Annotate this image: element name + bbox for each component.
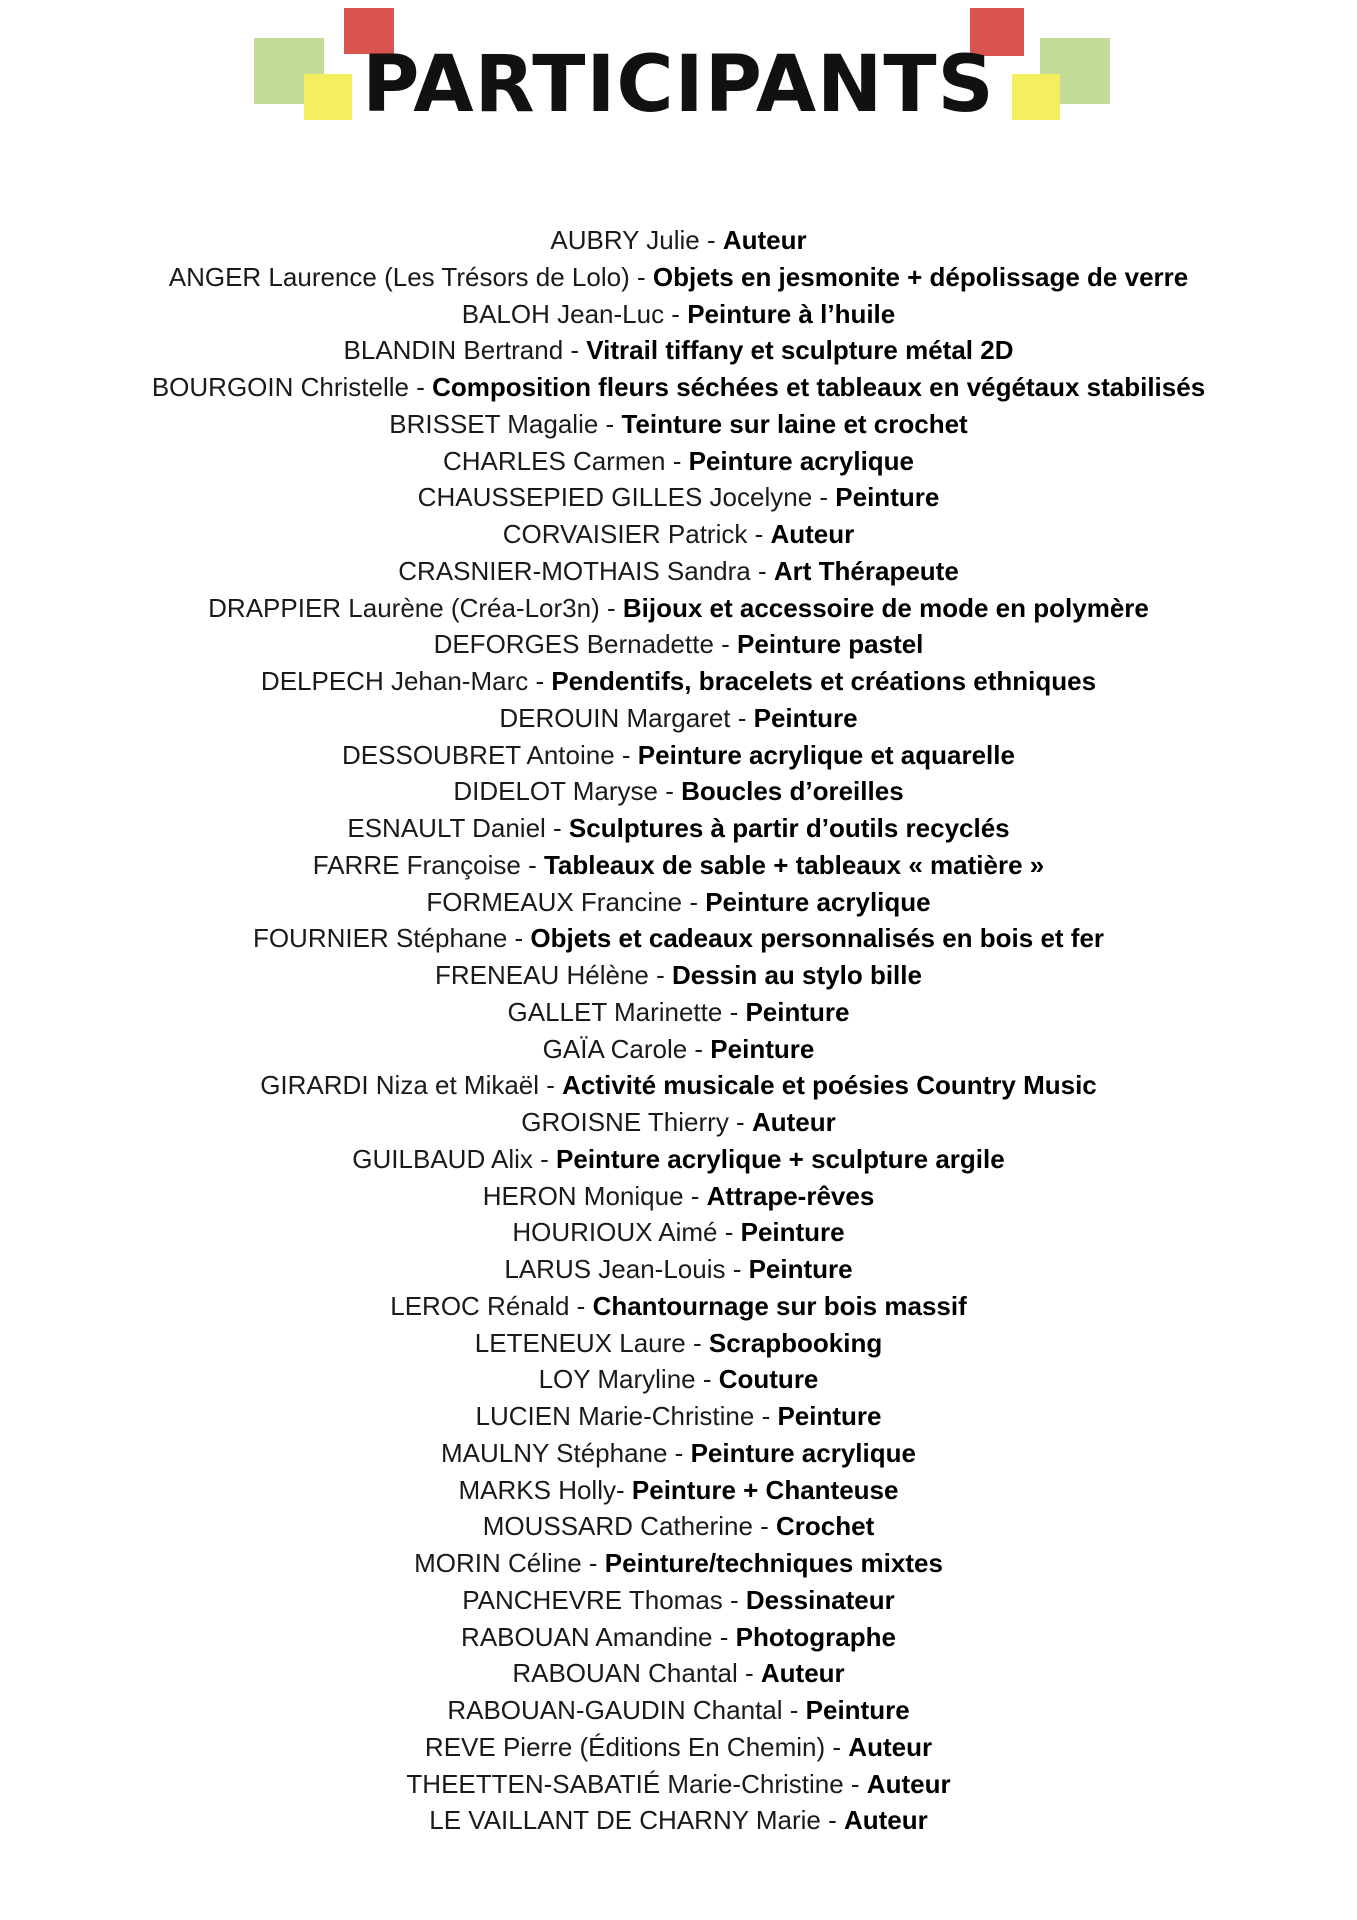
participant-separator: - [695,1364,719,1395]
participant-row [0,1178,1357,1215]
participant-separator: - [664,298,688,329]
participant-name: PANCHEVRE Thomas [462,1584,723,1615]
participant-name: FOURNIER Stéphane [252,923,508,954]
page-header [0,0,1357,140]
participant-activity: Peinture acrylique + sculpture argile [556,1143,1005,1174]
participant-row [0,1031,1357,1068]
participant-separator: - [699,225,723,255]
participant-activity: Peinture acrylique [690,1437,916,1468]
participant-name: ESNAULT Daniel [347,813,546,843]
participant-separator: - [685,1327,709,1358]
participant-name: THEETTEN-SABATIÉ Marie-Christine [406,1768,844,1799]
participant-separator: - [599,592,623,623]
participant-row [0,773,1357,810]
participant-name: GROISNE Thierry [521,1107,729,1137]
participant-name: CORVAISIER Patrick [502,519,748,549]
participant-separator: - [712,1621,736,1652]
participant-name: HOURIOUX Aimé [512,1217,718,1248]
participant-separator: - [722,996,746,1027]
participant-separator: - [563,335,587,366]
participant-row [0,1472,1357,1509]
participant-separator: - [713,629,738,660]
participant-name: ANGER Laurence (Les Trésors de Lolo) [168,261,630,292]
participant-separator: - [725,1254,749,1284]
participant-activity: Art Thérapeute [773,555,959,586]
participant-row [0,810,1357,847]
participant-name: DEROUIN Margaret [499,702,731,733]
participant-separator: - [532,1143,557,1174]
participant-activity: Auteur [866,1768,951,1799]
participant-name: CHAUSSEPIED GILLES Jocelyne [417,482,813,513]
participant-name: MOUSSARD Catherine [482,1511,753,1542]
participant-activity: Peinture [777,1401,882,1431]
participant-activity: Peinture acrylique [688,445,915,476]
participant-separator: - [667,1437,691,1468]
participant-activity: Auteur [722,225,807,255]
participant-row [0,553,1357,590]
participant-name: CRASNIER-MOTHAIS Sandra [398,555,751,586]
participant-row [0,1508,1357,1545]
participant-activity: Peinture/techniques mixtes [604,1548,943,1578]
participant-separator: - [825,1731,849,1762]
participant-separator: - [782,1695,806,1725]
participant-activity: Dessin au stylo bille [671,960,922,990]
participant-name: DESSOUBRET Antoine [342,739,615,770]
participant-name: LE VAILLANT DE CHARNY Marie [429,1805,821,1836]
participant-name: DRAPPIER Laurène (Créa-Lor3n) [208,592,600,623]
participant-separator: - [629,261,653,292]
participants-list [0,222,1357,1839]
participant-name: MORIN Céline [414,1548,582,1578]
participant-row [0,222,1357,259]
participant-activity: Peinture + Chanteuse [631,1474,899,1505]
participant-separator: - [528,666,552,696]
participant-activity: Auteur [843,1805,928,1836]
participant-name: AUBRY Julie [550,225,700,255]
participant-row [0,1067,1357,1104]
participant-name: FORMEAUX Francine [426,886,683,917]
participant-activity: Objets et cadeaux personnalisés en bois et fer [530,923,1105,954]
participant-row [0,1288,1357,1325]
participant-separator: - [812,482,836,513]
participant-activity: Couture [718,1364,819,1395]
participant-name: LOY Maryline [538,1364,696,1395]
participant-activity: Photographe [735,1621,896,1652]
participant-activity: Crochet [776,1511,875,1542]
participant-activity: Attrape-rêves [706,1180,875,1211]
participant-row [0,700,1357,737]
participant-separator: - [598,408,622,439]
participant-row [0,663,1357,700]
participant-separator: - [820,1805,844,1836]
participant-row [0,443,1357,480]
participant-separator: - [545,813,569,843]
participant-separator: - [754,1401,778,1431]
participant-separator: - [682,886,706,917]
participant-name: RABOUAN-GAUDIN Chantal [447,1695,783,1725]
participant-row [0,737,1357,774]
participant-name: DIDELOT Maryse [453,776,659,807]
participant-row [0,1435,1357,1472]
participant-separator: - [408,372,433,402]
participant-row [0,847,1357,884]
participant-name: RABOUAN Chantal [512,1658,738,1689]
participant-name: LARUS Jean-Louis [504,1254,726,1284]
participant-row [0,1325,1357,1362]
participant-activity: Pendentifs, bracelets et créations ethniques [551,666,1097,696]
participant-activity: Peinture [753,702,858,733]
participant-row [0,1398,1357,1435]
participant-activity: Objets en jesmonite + dépolissage de verre [652,261,1189,292]
participant-activity: Scrapbooking [708,1327,883,1358]
participant-row [0,1802,1357,1839]
participant-separator: - [737,1658,761,1689]
participant-name: LEROC Rénald [390,1290,570,1321]
participant-row [0,1655,1357,1692]
participant-activity: Auteur [770,519,855,549]
participant-separator: - [722,1584,746,1615]
participant-separator: - [843,1768,867,1799]
participant-row [0,516,1357,553]
participant-name: GAÏA Carole [542,1033,688,1064]
participant-row [0,1214,1357,1251]
participant-name: GIRARDI Niza et Mikaël [260,1070,540,1101]
participant-name: DELPECH Jehan-Marc [260,666,529,696]
participant-separator: - [520,849,544,880]
participant-name: LETENEUX Laure [474,1327,686,1358]
participant-separator: - [616,1474,632,1505]
participant-name: GUILBAUD Alix [352,1143,533,1174]
participant-name: REVE Pierre (Éditions En Chemin) [424,1731,826,1762]
participant-row [0,1692,1357,1729]
participant-row [0,296,1357,333]
participant-row [0,957,1357,994]
participant-activity: Composition fleurs séchées et tableaux en végétaux stabilisés [432,372,1206,402]
participant-separator: - [581,1548,605,1578]
participant-activity: Peinture acrylique [705,886,931,917]
participant-activity: Vitrail tiffany et sculpture métal 2D [586,335,1014,366]
participant-name: BOURGOIN Christelle [151,372,409,402]
participant-activity: Activité musicale et poésies Country Music [562,1070,1097,1101]
participant-row [0,590,1357,627]
participant-name: GALLET Marinette [507,996,723,1027]
participant-activity: Sculptures à partir d’outils recyclés [568,813,1010,843]
participant-row [0,1251,1357,1288]
participant-row [0,259,1357,296]
participant-activity: Auteur [760,1658,845,1689]
participant-activity: Peinture [805,1695,910,1725]
participant-row [0,406,1357,443]
participant-row [0,626,1357,663]
participant-activity: Peinture [748,1254,853,1284]
participant-row [0,369,1357,406]
participant-activity: Tableaux de sable + tableaux « matière » [543,849,1045,880]
participant-row [0,1619,1357,1656]
participant-activity: Peinture [710,1033,815,1064]
participant-row [0,1729,1357,1766]
participant-name: CHARLES Carmen [442,445,666,476]
participant-activity: Peinture [740,1217,845,1248]
participant-activity: Peinture à l’huile [687,298,896,329]
participant-separator: - [648,960,672,990]
participant-separator: - [683,1180,707,1211]
participant-separator: - [717,1217,741,1248]
participant-activity: Peinture [745,996,850,1027]
participant-name: BLANDIN Bertrand [343,335,564,366]
participant-activity: Dessinateur [745,1584,895,1615]
participant-row [0,1104,1357,1141]
participant-activity: Peinture [835,482,940,513]
participant-row [0,479,1357,516]
participant-activity: Chantournage sur bois massif [592,1290,967,1321]
participant-separator: - [665,445,689,476]
participant-row [0,920,1357,957]
participant-row [0,1361,1357,1398]
participant-separator: - [730,702,754,733]
participant-row [0,1545,1357,1582]
participant-separator: - [747,519,771,549]
participant-separator: - [658,776,682,807]
participant-activity: Peinture acrylique et aquarelle [637,739,1015,770]
participant-activity: Peinture pastel [737,629,924,660]
participant-name: FARRE Françoise [312,849,521,880]
participant-name: DEFORGES Bernadette [433,629,714,660]
participant-row [0,1141,1357,1178]
participant-separator: - [728,1107,752,1137]
participant-row [0,1766,1357,1803]
participant-activity: Bijoux et accessoire de mode en polymère [622,592,1149,623]
participant-row [0,1582,1357,1619]
participant-activity: Teinture sur laine et crochet [621,408,968,439]
participant-name: MARKS Holly [458,1474,616,1505]
participant-name: BALOH Jean-Luc [461,298,665,329]
participant-activity: Boucles d’oreilles [681,776,904,807]
participant-separator: - [687,1033,711,1064]
participant-row [0,332,1357,369]
participant-row [0,884,1357,921]
participant-name: BRISSET Magalie [389,408,599,439]
participant-name: HERON Monique [482,1180,684,1211]
participant-name: MAULNY Stéphane [441,1437,668,1468]
participant-activity: Auteur [751,1107,836,1137]
participant-separator: - [569,1290,593,1321]
participant-row [0,994,1357,1031]
participant-activity: Auteur [848,1731,933,1762]
participant-name: LUCIEN Marie-Christine [475,1401,755,1431]
page-title: PARTICIPANTS [362,40,995,130]
participant-name: RABOUAN Amandine [461,1621,713,1652]
participant-name: FRENEAU Hélène [435,960,649,990]
participant-separator: - [750,555,774,586]
participant-separator: - [539,1070,563,1101]
participant-separator: - [614,739,638,770]
participant-separator: - [507,923,531,954]
participant-separator: - [752,1511,777,1542]
